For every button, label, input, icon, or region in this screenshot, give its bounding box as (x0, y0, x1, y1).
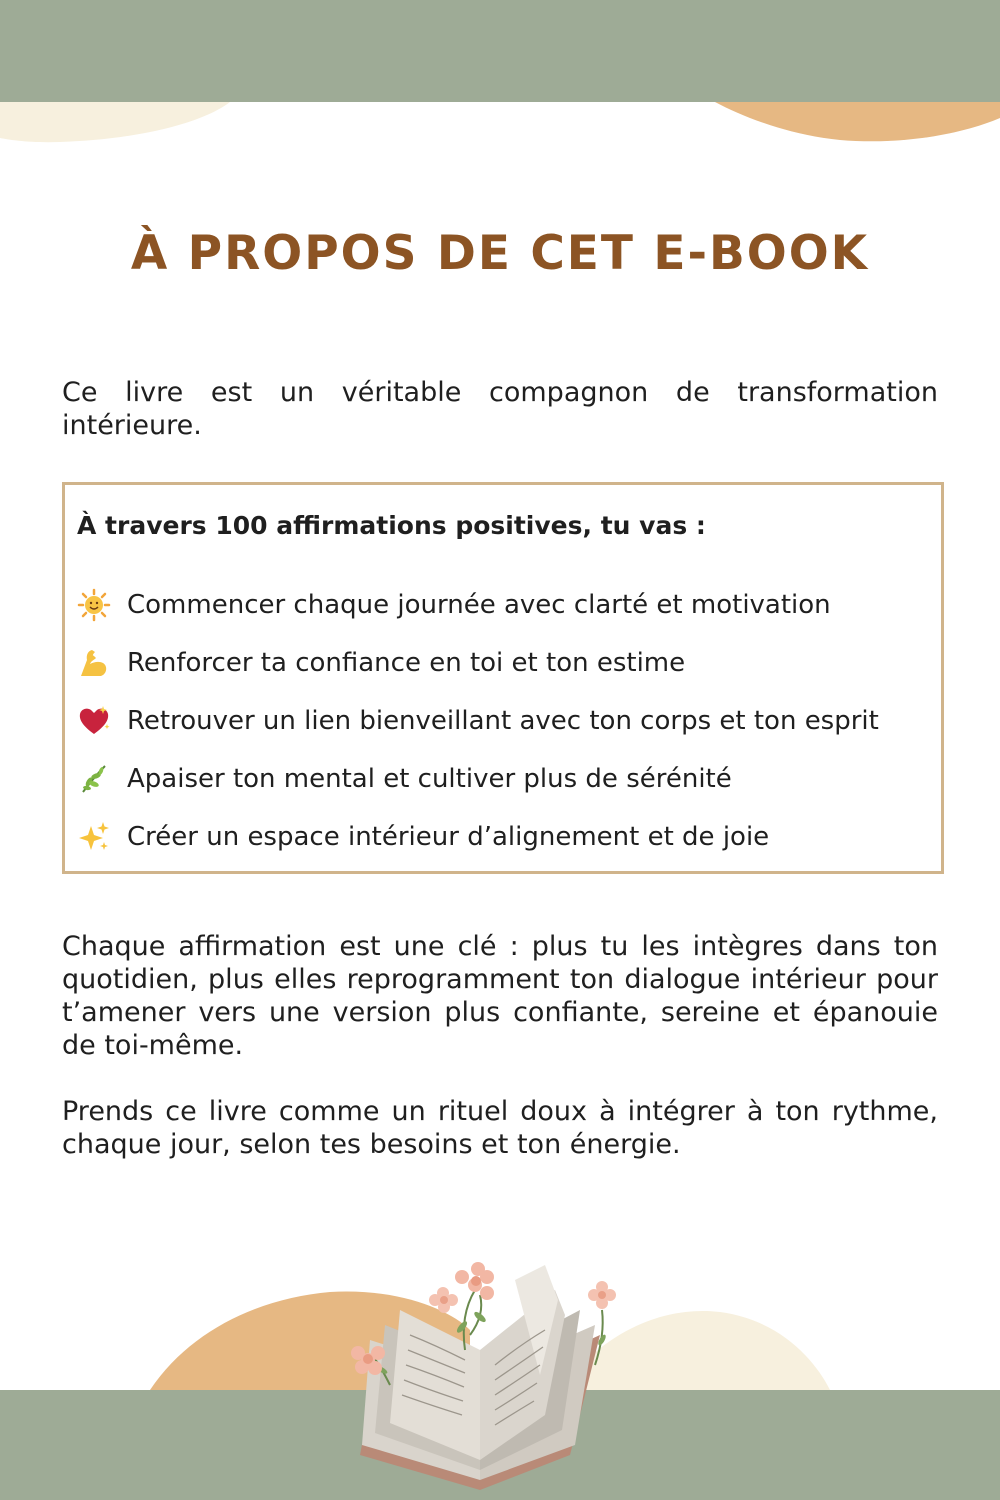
top-band (0, 0, 1000, 102)
top-right-orange-blob (715, 102, 1000, 141)
benefit-text: Renforcer ta confiance en toi et ton estime (127, 648, 686, 678)
flower (429, 1287, 458, 1313)
benefits-heading: À travers 100 affirmations positives, tu vas : (77, 511, 706, 540)
benefit-text: Créer un espace intérieur d’alignement et de joie (127, 822, 770, 852)
open-book-illustration (340, 1255, 630, 1495)
flower (455, 1262, 494, 1300)
benefit-item (77, 701, 879, 741)
benefit-text: Apaiser ton mental et cultiver plus de sérénité (127, 764, 732, 794)
flexed-arm-icon (77, 646, 111, 680)
flower (588, 1281, 616, 1309)
body-paragraph: Prends ce livre comme un rituel doux à intégrer à ton rythme, chaque jour, selon tes besoins et ton énergie. (62, 1096, 938, 1160)
benefit-item (77, 643, 685, 683)
sparkling-heart-icon (77, 704, 111, 738)
sparkles-icon (77, 820, 111, 854)
benefit-text: Retrouver un lien bienveillant avec ton corps et ton esprit (127, 706, 879, 736)
top-left-cream-blob (0, 102, 230, 142)
intro-paragraph: Ce livre est un véritable compagnon de transformation intérieure. (62, 377, 938, 441)
benefit-item (77, 817, 769, 857)
page-title: À PROPOS DE CET E-BOOK (130, 226, 870, 281)
body-paragraph: Chaque affirmation est une clé : plus tu les intègres dans ton quotidien, plus elles reprogramment ton dialogue intérieur pour t’amener vers une version plus confiante, sereine et épanouie de toi-même. (62, 931, 938, 1061)
herb-icon (77, 762, 111, 796)
benefit-item (77, 759, 732, 799)
benefits-box (62, 482, 944, 874)
sun-icon (77, 588, 111, 622)
benefit-item (77, 585, 831, 625)
benefit-text: Commencer chaque journée avec clarté et motivation (127, 590, 831, 620)
